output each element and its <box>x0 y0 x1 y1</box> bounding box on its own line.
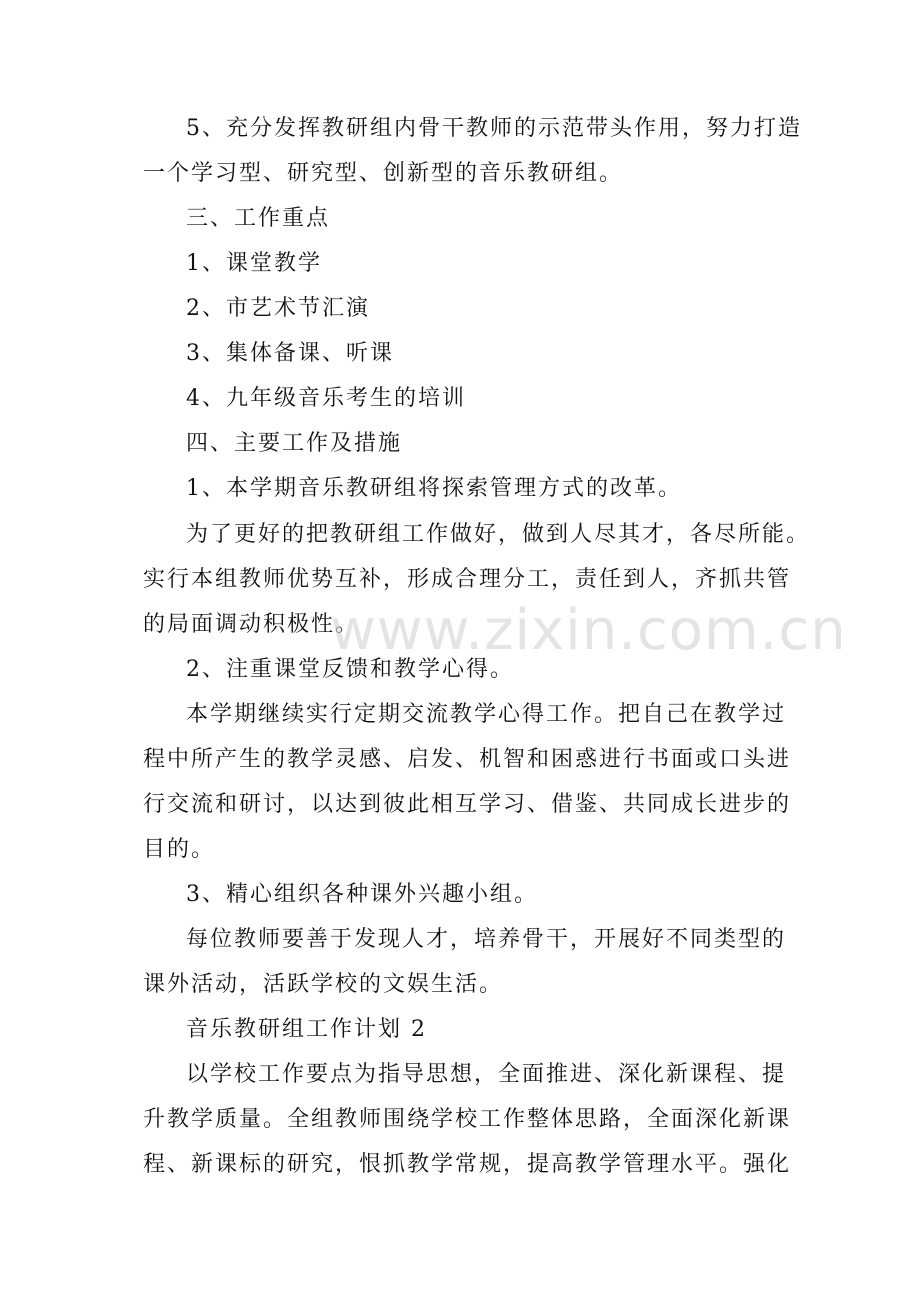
text-line: 以学校工作要点为指导思想，全面推进、深化新课程、提 <box>186 1062 787 1087</box>
list-item: 3、集体备课、听课 <box>186 341 394 366</box>
text-line: 本学期继续实行定期交流教学心得工作。把自己在教学过 <box>186 702 787 727</box>
text-line: 实行本组教师优势互补，形成合理分工，责任到人，齐抓共管 <box>143 567 792 592</box>
list-item: 2、市艺术节汇演 <box>186 296 370 321</box>
list-item: 1、课堂教学 <box>186 251 322 276</box>
section-heading: 四、主要工作及措施 <box>186 431 403 456</box>
text-line: 一个学习型、研究型、创新型的音乐教研组。 <box>143 161 624 186</box>
text-line: 升教学质量。全组教师围绕学校工作整体思路，全面深化新课 <box>143 1107 792 1132</box>
text-line: 每位教师要善于发现人才，培养骨干，开展好不同类型的 <box>186 927 787 952</box>
text-line: 为了更好的把教研组工作做好，做到人尽其才，各尽所能。 <box>186 522 811 547</box>
text-line: 课外活动，活跃学校的文娱生活。 <box>143 972 504 997</box>
section-heading: 三、工作重点 <box>186 206 331 231</box>
text-line: 程中所产生的教学灵感、启发、机智和困惑进行书面或口头进 <box>143 747 792 772</box>
text-line: 的局面调动积极性。 <box>143 612 360 637</box>
text-line: 5、充分发挥教研组内骨干教师的示范带头作用，努力打造 <box>186 116 802 141</box>
watermark: www.zixin.com.cn <box>330 598 847 663</box>
text-line: 程、新课标的研究，恨抓教学常规，提高教学管理水平。强化 <box>143 1152 792 1177</box>
text-line: 行交流和研讨，以达到彼此相互学习、借鉴、共同成长进步的 <box>143 792 792 817</box>
section-title: 音乐教研组工作计划 2 <box>186 1017 427 1042</box>
list-item: 4、九年级音乐考生的培训 <box>186 386 466 411</box>
subheading: 1、本学期音乐教研组将探索管理方式的改革。 <box>186 476 682 501</box>
text-line: 目的。 <box>143 837 216 862</box>
subheading: 2、注重课堂反馈和教学心得。 <box>186 657 514 682</box>
subheading: 3、精心组织各种课外兴趣小组。 <box>186 882 538 907</box>
